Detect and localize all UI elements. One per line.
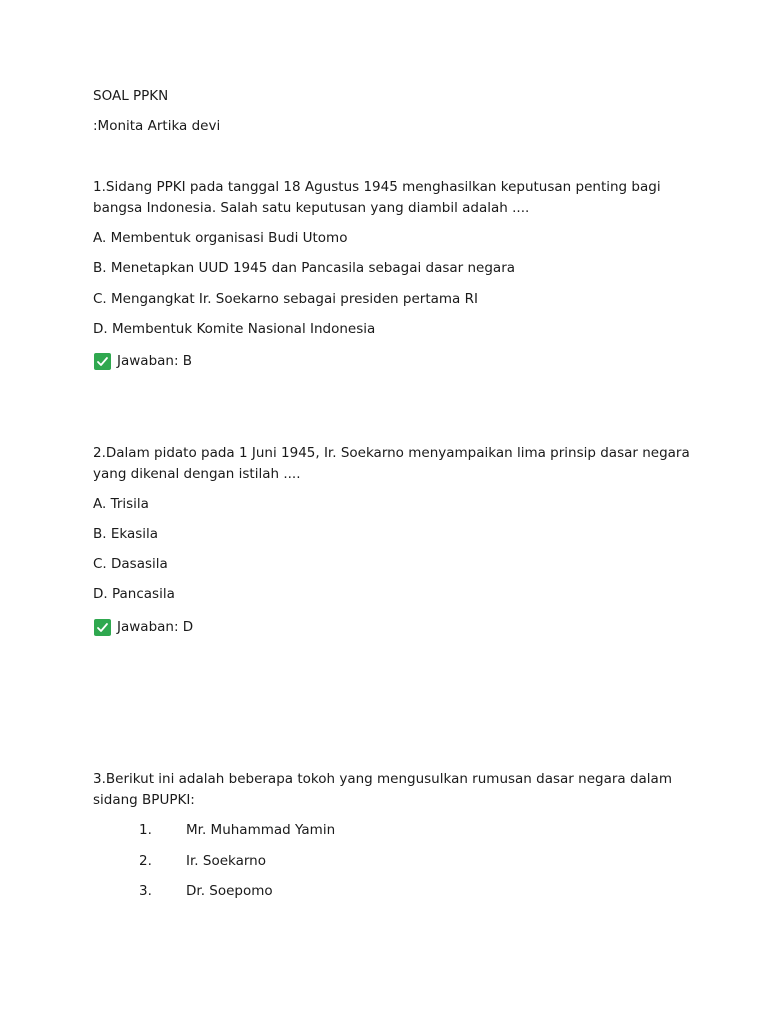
question-1-answer-label: Jawaban: B <box>117 353 193 369</box>
question-1-option-d: D. Membentuk Komite Nasional Indonesia <box>93 321 376 337</box>
list-item-text: Ir. Soekarno <box>186 853 266 869</box>
list-item-number: 3. <box>139 883 152 899</box>
question-3-text: 3.Berikut ini adalah beberapa tokoh yang mengusulkan rumusan dasar negara dalam sidang BPUPKI: <box>93 771 672 808</box>
question-2-text: 2.Dalam pidato pada 1 Juni 1945, Ir. Soekarno menyampaikan lima prinsip dasar negara yang dikenal dengan istilah .... <box>93 445 690 482</box>
list-item-text: Dr. Soepomo <box>186 883 273 899</box>
check-mark-icon <box>94 619 111 636</box>
question-2-option-c: C. Dasasila <box>93 556 168 572</box>
check-mark-icon <box>94 353 111 370</box>
question-1-option-c: C. Mengangkat Ir. Soekarno sebagai presiden pertama RI <box>93 291 478 307</box>
question-2-option-a: A. Trisila <box>93 496 149 512</box>
question-1-option-a: A. Membentuk organisasi Budi Utomo <box>93 230 348 246</box>
list-item-number: 2. <box>139 853 152 869</box>
question-2-answer-label: Jawaban: D <box>117 619 194 635</box>
list-item-text: Mr. Muhammad Yamin <box>186 822 336 838</box>
question-1-text: 1.Sidang PPKI pada tanggal 18 Agustus 1945 menghasilkan keputusan penting bagi bangsa Indonesia. Salah satu keputusan yang diambil adalah .... <box>93 179 661 216</box>
question-1-option-b: B. Menetapkan UUD 1945 dan Pancasila sebagai dasar negara <box>93 260 516 276</box>
list-item-number: 1. <box>139 822 152 838</box>
question-2-option-b: B. Ekasila <box>93 526 159 542</box>
question-2-answer <box>94 617 193 638</box>
author-line: :Monita Artika devi <box>93 118 221 134</box>
document-title: SOAL PPKN <box>93 88 169 104</box>
question-1-answer <box>94 351 192 372</box>
question-2-option-d: D. Pancasila <box>93 586 175 602</box>
